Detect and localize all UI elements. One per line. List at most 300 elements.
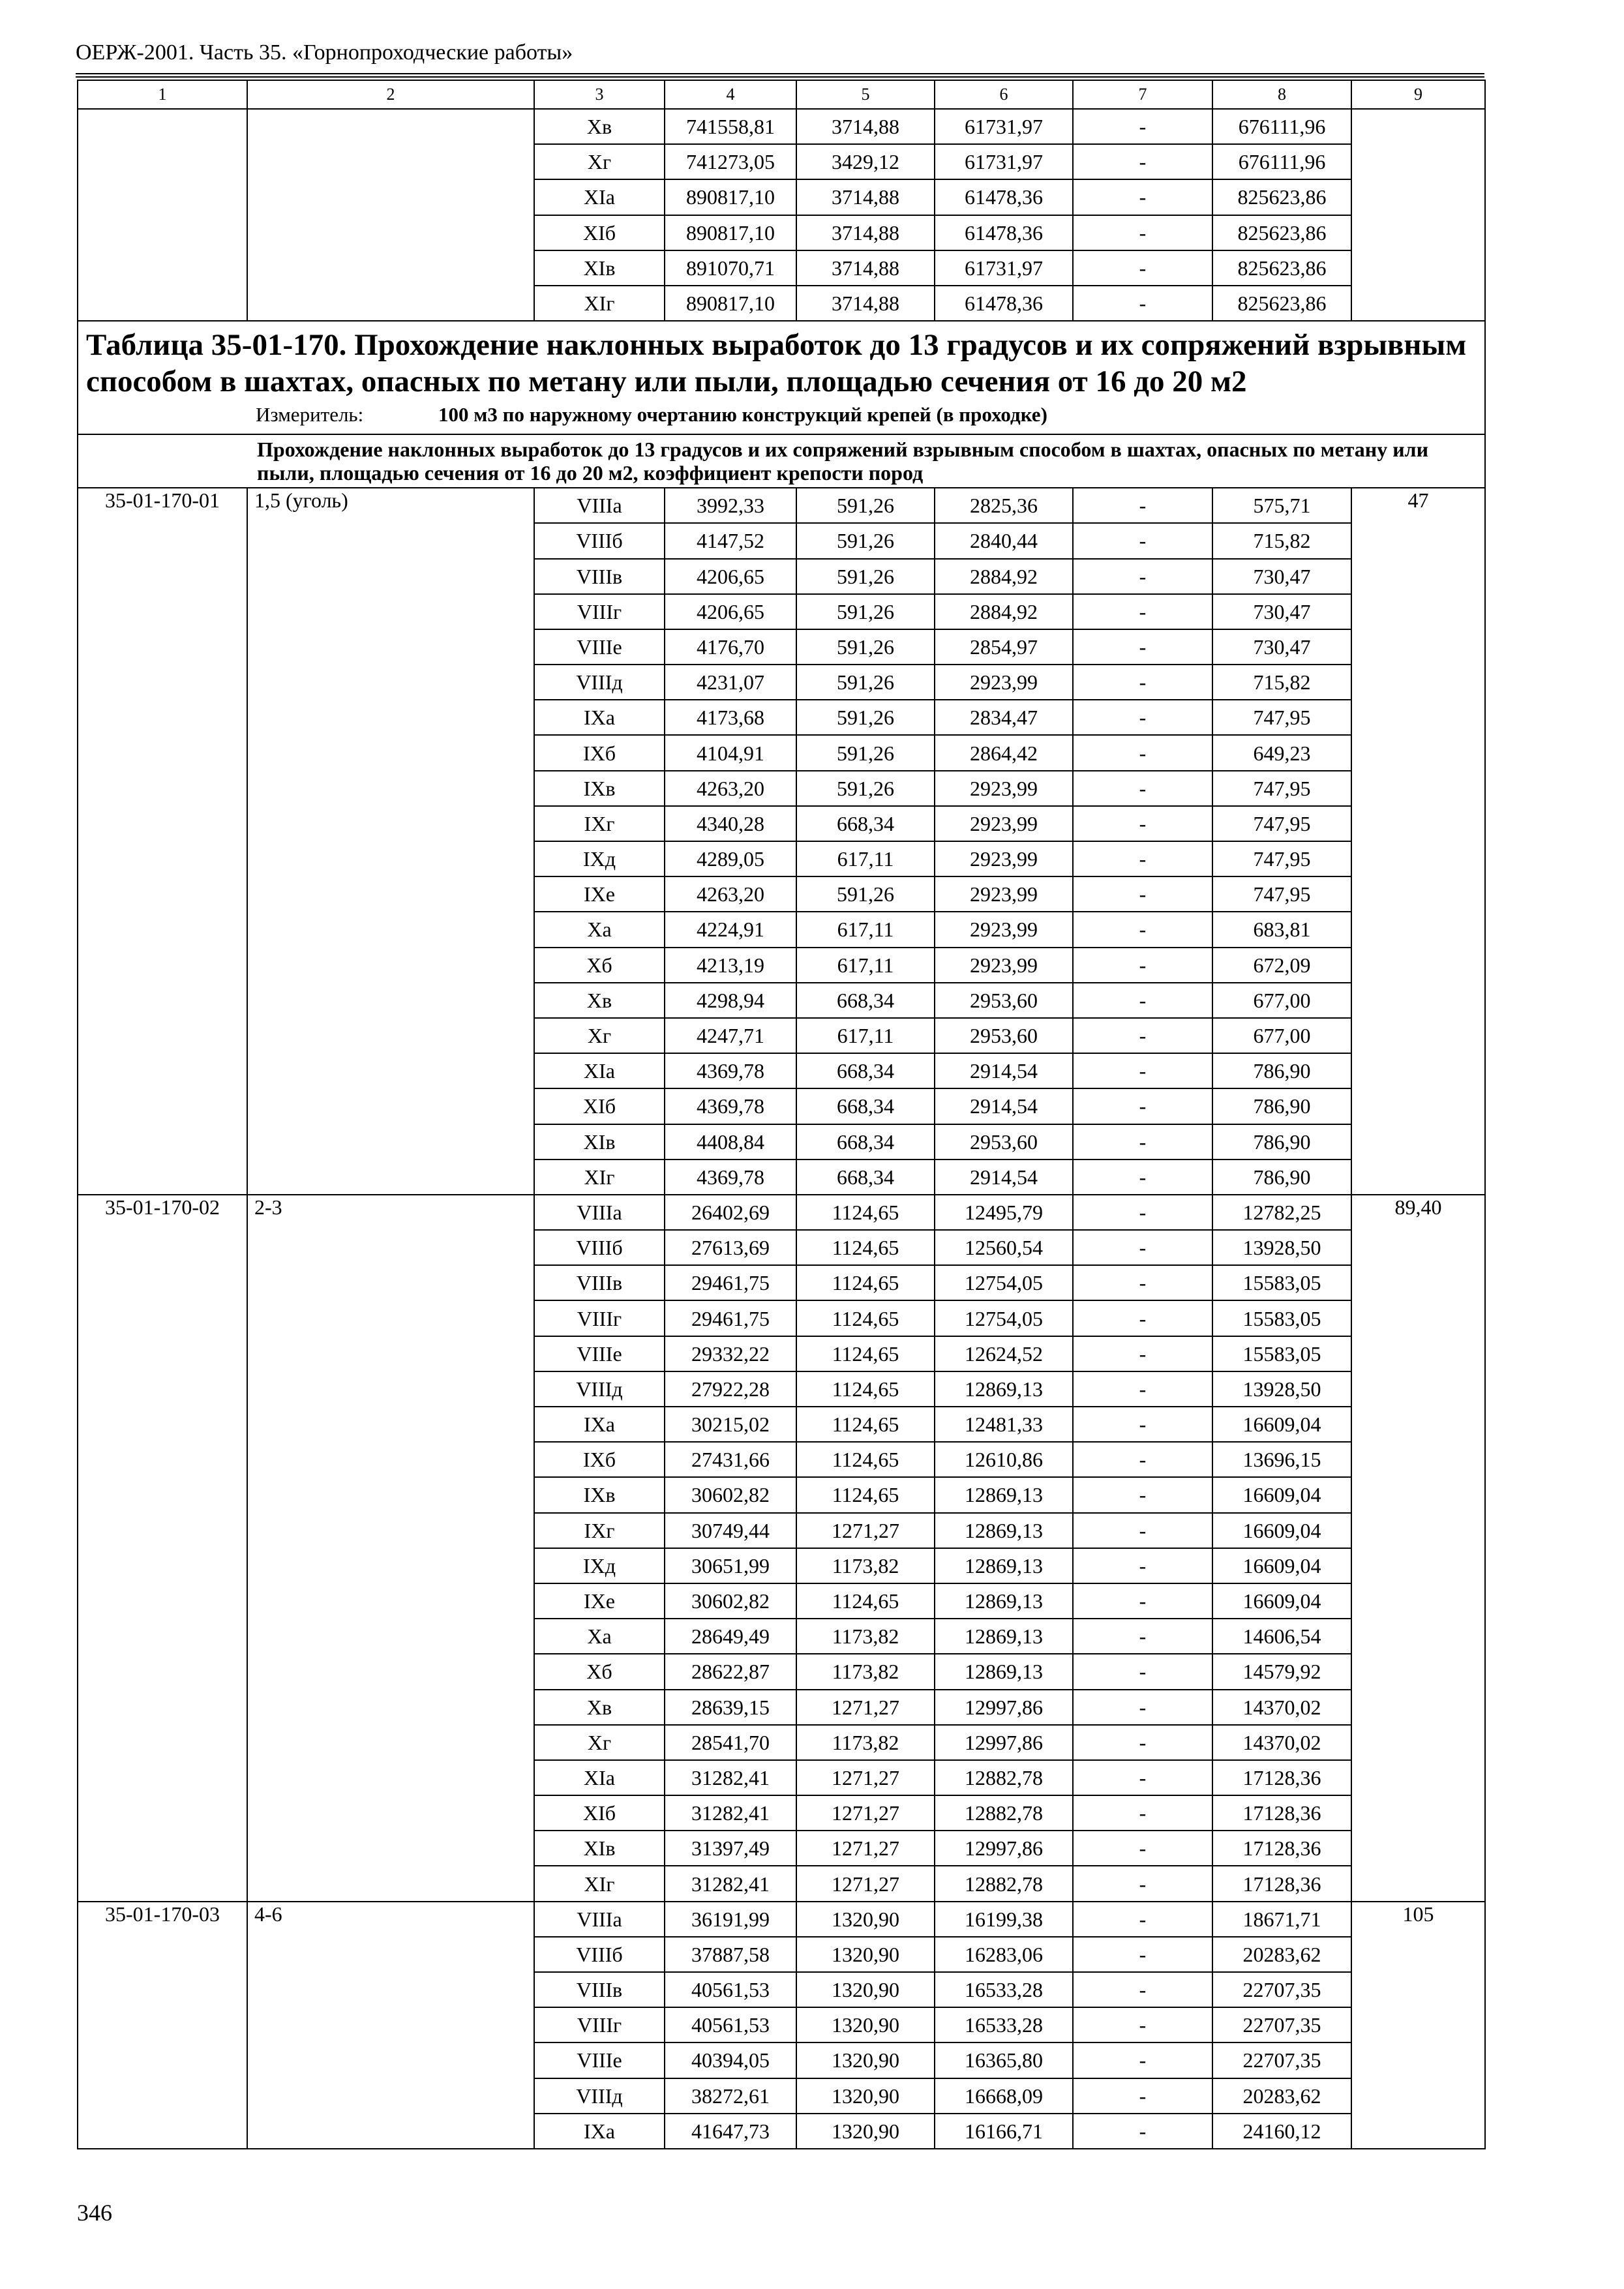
table-cell: 1173,82 [796,1619,935,1654]
table-cell: 12610,86 [935,1442,1073,1477]
table-cell: 29332,22 [665,1336,796,1371]
table-cell: 16609,04 [1212,1513,1351,1548]
table-cell: 2923,99 [935,806,1073,841]
table-cell: 3714,88 [796,286,935,321]
table-cell: 3429,12 [796,144,935,179]
table-cell: 1124,65 [796,1336,935,1371]
table-cell: 30749,44 [665,1513,796,1548]
table-cell: 617,11 [796,841,935,876]
table-cell: VIIIд [534,665,665,700]
table-cell: Ха [534,1619,665,1654]
table-cell: 4369,78 [665,1053,796,1088]
table-cell: 2914,54 [935,1088,1073,1124]
table-cell: 16283,06 [935,1937,1073,1972]
table-cell: IXб [534,1442,665,1477]
table-cell: - [1073,488,1212,523]
table-cell: 1173,82 [796,1654,935,1689]
table-cell: VIIIа [534,1195,665,1230]
table-cell: VIIIд [534,1371,665,1407]
table-cell: 575,71 [1212,488,1351,523]
table-cell: - [1073,559,1212,594]
table-cell: 649,23 [1212,735,1351,770]
table-cell: 13696,15 [1212,1442,1351,1477]
norm-code: 35-01-170-01 [78,488,247,1195]
table-cell: 61731,97 [935,250,1073,286]
table-cell: - [1073,1831,1212,1866]
column-number: 9 [1351,80,1485,109]
table-cell: 38272,61 [665,2078,796,2114]
table-cell: XIг [534,1159,665,1195]
table-cell: 12481,33 [935,1407,1073,1442]
table-cell: 890817,10 [665,286,796,321]
table-cell: 1271,27 [796,1690,935,1725]
table-cell: 1124,65 [796,1407,935,1442]
table-cell: 4263,20 [665,771,796,806]
table-cell: 12997,86 [935,1725,1073,1760]
table-cell: 12869,13 [935,1371,1073,1407]
table-cell: IXд [534,841,665,876]
table-cell: VIIIв [534,1265,665,1300]
table-cell: 30602,82 [665,1477,796,1512]
table-cell: 3992,33 [665,488,796,523]
table-cell: 617,11 [796,948,935,983]
table-cell: 12882,78 [935,1795,1073,1831]
col9-value: 89,40 [1351,1195,1485,1902]
table-cell: 3714,88 [796,109,935,144]
table-row [78,109,1485,144]
table-cell: 825623,86 [1212,286,1351,321]
table-cell: 61731,97 [935,109,1073,144]
table-cell: 20283,62 [1212,1937,1351,1972]
table-cell: - [1073,1583,1212,1619]
table-cell: 4104,91 [665,735,796,770]
table-cell: 61478,36 [935,286,1073,321]
column-number: 4 [665,80,796,109]
table-cell: 16668,09 [935,2078,1073,2114]
table-cell: 1320,90 [796,1937,935,1972]
table-cell: Хв [534,109,665,144]
table-cell: IXв [534,771,665,806]
table-cell: 16166,71 [935,2114,1073,2149]
table-cell: 4408,84 [665,1124,796,1159]
table-cell: 31282,41 [665,1795,796,1831]
table-cell: 1124,65 [796,1300,935,1336]
column-number: 5 [796,80,935,109]
table-cell: 4147,52 [665,523,796,558]
table-cell: 4298,94 [665,983,796,1018]
table-cell: - [1073,983,1212,1018]
table-cell: IXе [534,1583,665,1619]
table-cell: - [1073,109,1212,144]
table-cell: 3714,88 [796,215,935,250]
table-cell: - [1073,1300,1212,1336]
table-cell: 747,95 [1212,700,1351,735]
table-cell: 591,26 [796,488,935,523]
table-cell: 17128,36 [1212,1760,1351,1795]
table-cell: VIIIг [534,2007,665,2042]
table-cell: 16533,28 [935,1972,1073,2007]
table-cell: - [1073,1265,1212,1300]
column-number: 7 [1073,80,1212,109]
page-number: 346 [77,2200,112,2226]
table-cell: 28639,15 [665,1690,796,1725]
table-cell: 591,26 [796,700,935,735]
table-cell: VIIIг [534,594,665,629]
table-cell: - [1073,1619,1212,1654]
table-cell: 1271,27 [796,1866,935,1901]
table-cell: 747,95 [1212,806,1351,841]
table-cell: - [1073,2007,1212,2042]
table-cell: 4263,20 [665,876,796,912]
table-cell: 2825,36 [935,488,1073,523]
table-cell: 3714,88 [796,250,935,286]
table-cell: Ха [534,912,665,947]
table-cell: 668,34 [796,1124,935,1159]
table-cell: IXв [534,1477,665,1512]
table-cell: 786,90 [1212,1159,1351,1195]
table-cell: 1320,90 [796,2114,935,2149]
table-cell: 12997,86 [935,1690,1073,1725]
table-description: Прохождение наклонных выработок до 13 градусов и их сопряжений взрывным способом в шахтах, опасных по метану или пыли, площадью сечения от 16 до 20 м2, коэффициент крепости пород [78,434,1485,488]
table-cell: 591,26 [796,559,935,594]
column-number: 6 [935,80,1073,109]
table-cell: 730,47 [1212,629,1351,665]
table-cell: - [1073,1371,1212,1407]
table-cell: 591,26 [796,771,935,806]
column-number-row [78,80,1485,109]
table-cell: IXб [534,735,665,770]
header-rule [76,76,1484,78]
table-cell: VIIIа [534,1902,665,1937]
table-cell: 715,82 [1212,523,1351,558]
rock-hardness: 2-3 [247,1195,534,1902]
table-cell: - [1073,523,1212,558]
table-cell: 12754,05 [935,1265,1073,1300]
table-cell: 2923,99 [935,665,1073,700]
table-cell: 890817,10 [665,179,796,215]
table-cell: - [1073,1654,1212,1689]
table-cell: 1320,90 [796,1972,935,2007]
table-cell: 61478,36 [935,179,1073,215]
table-cell: 4289,05 [665,841,796,876]
table-cell: - [1073,1972,1212,2007]
table-cell: XIа [534,1760,665,1795]
measure-line [86,402,1475,427]
table-cell: 4231,07 [665,665,796,700]
table-cell: 18671,71 [1212,1902,1351,1937]
table-cell: 12869,13 [935,1548,1073,1583]
table-cell: 4247,71 [665,1018,796,1053]
table-cell: - [1073,1442,1212,1477]
table-cell: 747,95 [1212,841,1351,876]
table-cell: - [1073,1690,1212,1725]
table-cell: - [1073,144,1212,179]
table-cell: - [1073,1513,1212,1548]
table-cell: Хг [534,1018,665,1053]
table-cell: 1271,27 [796,1760,935,1795]
table-cell: 12869,13 [935,1654,1073,1689]
table-cell: 668,34 [796,1088,935,1124]
table-cell: 12869,13 [935,1513,1073,1548]
table-cell: 4176,70 [665,629,796,665]
table-cell: 26402,69 [665,1195,796,1230]
table-cell: XIв [534,250,665,286]
table-cell: 2864,42 [935,735,1073,770]
table-cell: Хв [534,1690,665,1725]
table-cell: 31282,41 [665,1760,796,1795]
table-cell: 16199,38 [935,1902,1073,1937]
table-cell: 677,00 [1212,983,1351,1018]
table-cell: 2923,99 [935,876,1073,912]
norm-code: 35-01-170-02 [78,1195,247,1902]
table-cell: 22707,35 [1212,2007,1351,2042]
table-cell: 676111,96 [1212,109,1351,144]
table-cell: VIIIг [534,1300,665,1336]
table-cell: 890817,10 [665,215,796,250]
table-cell: - [1073,1407,1212,1442]
table-cell: 16533,28 [935,2007,1073,2042]
table-cell: 27613,69 [665,1230,796,1265]
table-cell: - [1073,1725,1212,1760]
table-cell: - [1073,179,1212,215]
table-cell: 676111,96 [1212,144,1351,179]
table-cell: 16609,04 [1212,1477,1351,1512]
table-cell: 31282,41 [665,1866,796,1901]
table-cell: 591,26 [796,876,935,912]
running-title: ОЕРЖ-2001. Часть 35. «Горнопроходческие работы» [76,40,573,65]
table-cell: - [1073,1053,1212,1088]
table-cell: 12495,79 [935,1195,1073,1230]
table-cell: XIг [534,1866,665,1901]
table-cell: - [1073,286,1212,321]
table-cell: 4173,68 [665,700,796,735]
table-cell: 2914,54 [935,1159,1073,1195]
table-cell: 715,82 [1212,665,1351,700]
table-cell: - [1073,1088,1212,1124]
table-cell: 22707,35 [1212,2042,1351,2078]
table-cell: 2834,47 [935,700,1073,735]
table-cell: - [1073,1760,1212,1795]
table-cell: XIв [534,1124,665,1159]
table-cell: 683,81 [1212,912,1351,947]
table-cell: IXд [534,1548,665,1583]
table-cell: 1320,90 [796,2007,935,2042]
table-cell: 825623,86 [1212,215,1351,250]
table-cell: 17128,36 [1212,1831,1351,1866]
table-cell: 1124,65 [796,1265,935,1300]
table-cell: 13928,50 [1212,1371,1351,1407]
table-cell: IXа [534,700,665,735]
table-cell: 30215,02 [665,1407,796,1442]
table-cell: 16609,04 [1212,1407,1351,1442]
table-cell: 2923,99 [935,912,1073,947]
table-cell: 40394,05 [665,2042,796,2078]
table-cell: 27922,28 [665,1371,796,1407]
table-cell: 4369,78 [665,1159,796,1195]
table-cell: IXг [534,1513,665,1548]
table-cell: 617,11 [796,1018,935,1053]
table-cell: 1320,90 [796,2078,935,2114]
header-rule [76,73,1484,74]
table-cell: 672,09 [1212,948,1351,983]
table-cell: 730,47 [1212,559,1351,594]
table-cell: 41647,73 [665,2114,796,2149]
table-cell: 825623,86 [1212,250,1351,286]
column-number: 1 [78,80,247,109]
table-cell: 24160,12 [1212,2114,1351,2149]
table-cell: 3714,88 [796,179,935,215]
norm-code: 35-01-170-03 [78,1902,247,2149]
table-cell: VIIIб [534,523,665,558]
table-cell: VIIIе [534,629,665,665]
table-cell: 14370,02 [1212,1690,1351,1725]
table-cell: 15583,05 [1212,1336,1351,1371]
table-cell: 36191,99 [665,1902,796,1937]
table-cell: 17128,36 [1212,1866,1351,1901]
table-cell: 12882,78 [935,1760,1073,1795]
table-cell: - [1073,665,1212,700]
table-cell: 40561,53 [665,2007,796,2042]
table-cell: 37887,58 [665,1937,796,1972]
table-cell: 29461,75 [665,1265,796,1300]
table-cell: XIг [534,286,665,321]
table-cell: 29461,75 [665,1300,796,1336]
table-cell: - [1073,806,1212,841]
table-cell: XIв [534,1831,665,1866]
table-cell: 12997,86 [935,1831,1073,1866]
table-cell: - [1073,876,1212,912]
table-cell: 15583,05 [1212,1265,1351,1300]
table-cell: 12869,13 [935,1477,1073,1512]
table-cell: 591,26 [796,523,935,558]
table-cell: 12882,78 [935,1866,1073,1901]
table-cell: 591,26 [796,594,935,629]
table-cell: 2953,60 [935,983,1073,1018]
table-cell: - [1073,2078,1212,2114]
table-cell: 2884,92 [935,559,1073,594]
table-cell: 2854,97 [935,629,1073,665]
table-cell: VIIIб [534,1937,665,1972]
table-cell: 668,34 [796,983,935,1018]
table-cell: Хб [534,1654,665,1689]
table-cell: XIа [534,179,665,215]
table-cell: VIIIв [534,559,665,594]
table-cell: 786,90 [1212,1053,1351,1088]
table-cell: 12624,52 [935,1336,1073,1371]
table-cell: 61731,97 [935,144,1073,179]
table-cell: 22707,35 [1212,1972,1351,2007]
table-cell: 16365,80 [935,2042,1073,2078]
table-cell: 14579,92 [1212,1654,1351,1689]
table-cell: Хб [534,948,665,983]
rock-hardness: 4-6 [247,1902,534,2149]
column-number: 2 [247,80,534,109]
table-cell: 2914,54 [935,1053,1073,1088]
table-cell: - [1073,594,1212,629]
measure-label: Измеритель: [256,403,364,426]
table-cell: 786,90 [1212,1124,1351,1159]
table-cell: 28622,87 [665,1654,796,1689]
table-cell: Хг [534,144,665,179]
table-cell: - [1073,1336,1212,1371]
table-cell: XIб [534,215,665,250]
table-row [78,488,1485,523]
table-cell: 12869,13 [935,1619,1073,1654]
table-cell: VIIIе [534,2042,665,2078]
table-cell: 28649,49 [665,1619,796,1654]
table-cell: - [1073,1018,1212,1053]
table-cell: 27431,66 [665,1442,796,1477]
table-cell: - [1073,735,1212,770]
table-cell: 891070,71 [665,250,796,286]
table-cell: 668,34 [796,1053,935,1088]
table-cell: 730,47 [1212,594,1351,629]
table-cell: 15583,05 [1212,1300,1351,1336]
table-cell: 747,95 [1212,771,1351,806]
table-cell: 13928,50 [1212,1230,1351,1265]
table-cell: - [1073,912,1212,947]
table-cell: 4206,65 [665,559,796,594]
table-cell: 741273,05 [665,144,796,179]
table-title-row [78,321,1485,434]
table-cell: XIб [534,1088,665,1124]
table-cell: 20283,62 [1212,2078,1351,2114]
table-cell: 1173,82 [796,1725,935,1760]
table-cell: 14370,02 [1212,1725,1351,1760]
table-title: Таблица 35-01-170. Прохождение наклонных выработок до 13 градусов и их сопряжений взрывным способом в шахтах, опасных по метану или пыли, площадью сечения от 16 до 20 м2 [86,328,1467,399]
table-cell: XIб [534,1795,665,1831]
table-cell: IXа [534,1407,665,1442]
table-cell: 14606,54 [1212,1619,1351,1654]
table-cell: 1124,65 [796,1583,935,1619]
table-cell: 30651,99 [665,1548,796,1583]
table-cell: VIIIа [534,488,665,523]
empty-hardness-cell [247,109,534,321]
table-cell: 4340,28 [665,806,796,841]
rock-hardness: 1,5 (уголь) [247,488,534,1195]
table-cell: Хв [534,983,665,1018]
table-cell: 1124,65 [796,1477,935,1512]
table-cell: IXе [534,876,665,912]
table-cell: 30602,82 [665,1583,796,1619]
table-cell: 61478,36 [935,215,1073,250]
table-cell: - [1073,948,1212,983]
table-cell: 1124,65 [796,1371,935,1407]
table-cell: 12754,05 [935,1300,1073,1336]
table-cell: 1320,90 [796,2042,935,2078]
col9-value: 47 [1351,488,1485,1195]
table-cell: 4213,19 [665,948,796,983]
table-cell: 12560,54 [935,1230,1073,1265]
column-number: 8 [1212,80,1351,109]
table-cell: 825623,86 [1212,179,1351,215]
table-cell: - [1073,250,1212,286]
table-cell: 591,26 [796,629,935,665]
table-row [78,1195,1485,1230]
table-cell: 786,90 [1212,1088,1351,1124]
description-row [78,434,1485,488]
table-cell: 677,00 [1212,1018,1351,1053]
table-cell: 1320,90 [796,1902,935,1937]
empty-code-cell [78,109,247,321]
table-cell: 2884,92 [935,594,1073,629]
table-cell: 17128,36 [1212,1795,1351,1831]
measure-value: 100 м3 по наружному очертанию конструкций крепей (в проходке) [438,403,1047,426]
table-cell: - [1073,1548,1212,1583]
table-cell: VIIIб [534,1230,665,1265]
table-cell: 591,26 [796,665,935,700]
table-cell: 1173,82 [796,1548,935,1583]
